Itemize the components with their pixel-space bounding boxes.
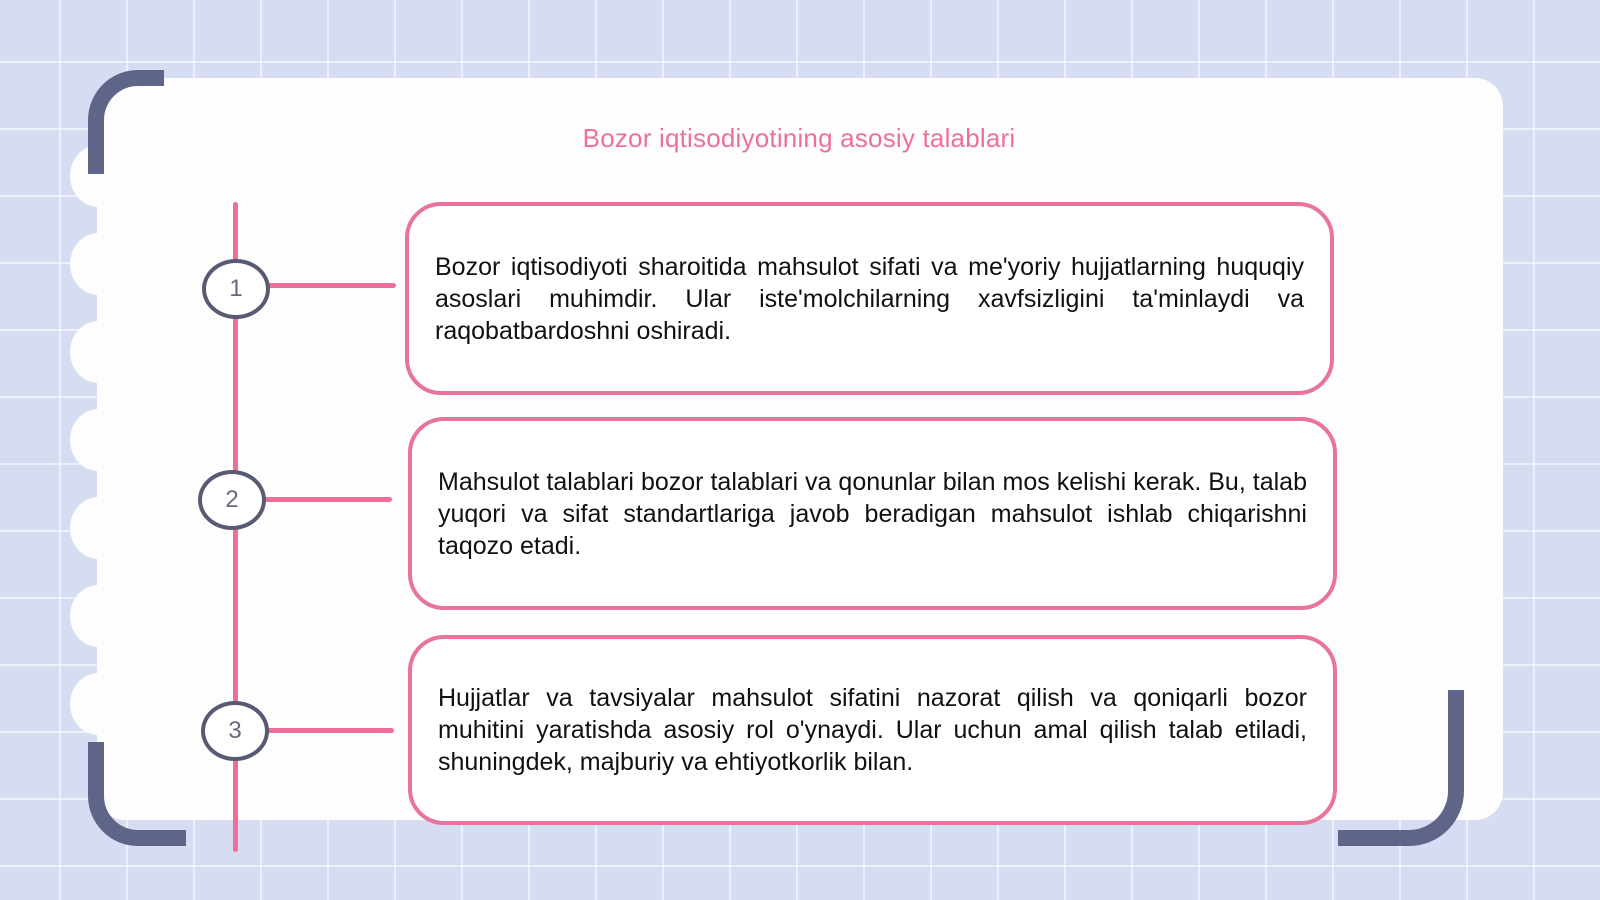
step-connector: [267, 728, 394, 733]
step-number-1: 1: [202, 259, 270, 319]
step-number-3: 3: [201, 701, 269, 761]
slide-title-text: Bozor iqtisodiyotining asosiy talablari: [582, 123, 1016, 153]
card-scallop: [70, 321, 126, 383]
card-scallop: [70, 409, 126, 471]
step-connector: [268, 283, 396, 288]
card-scallop: [70, 585, 126, 647]
step-text-box-1: [405, 202, 1334, 395]
slide-title: [0, 123, 1600, 154]
card-scallop: [70, 233, 126, 295]
step-text-box-3: [408, 635, 1337, 825]
step-number-2: 2: [198, 470, 266, 530]
step-text-3: Hujjatlar va tavsiyalar mahsulot sifatini nazorat qilish va qoniqarli bozor muhitini yaratishda asosiy rol o'ynaydi. Ular uchun amal qilish talab etiladi, shuningdek, majburiy va ehtiyotkorlik bilan.: [438, 684, 1307, 776]
frame-corner-bottom-left: [88, 742, 186, 846]
card-scallop: [70, 673, 126, 735]
card-scallop: [70, 497, 126, 559]
frame-corner-bottom-right: [1338, 690, 1464, 846]
frame-corner-top-left: [88, 70, 164, 174]
step-connector: [264, 497, 392, 502]
step-text-1: Bozor iqtisodiyoti sharoitida mahsulot sifati va me'yoriy hujjatlarning huquqiy asoslari muhimdir. Ular iste'molchilarning xavfsizligini ta'minlaydi va raqobatbardoshni oshiradi.: [435, 252, 1304, 345]
step-text-box-2: [408, 417, 1337, 610]
step-text-2: Mahsulot talablari bozor talablari va qonunlar bilan mos kelishi kerak. Bu, talab yuqori va sifat standartlariga javob beradigan mahsulot ishlab chiqarishni taqozo etadi.: [438, 467, 1307, 560]
